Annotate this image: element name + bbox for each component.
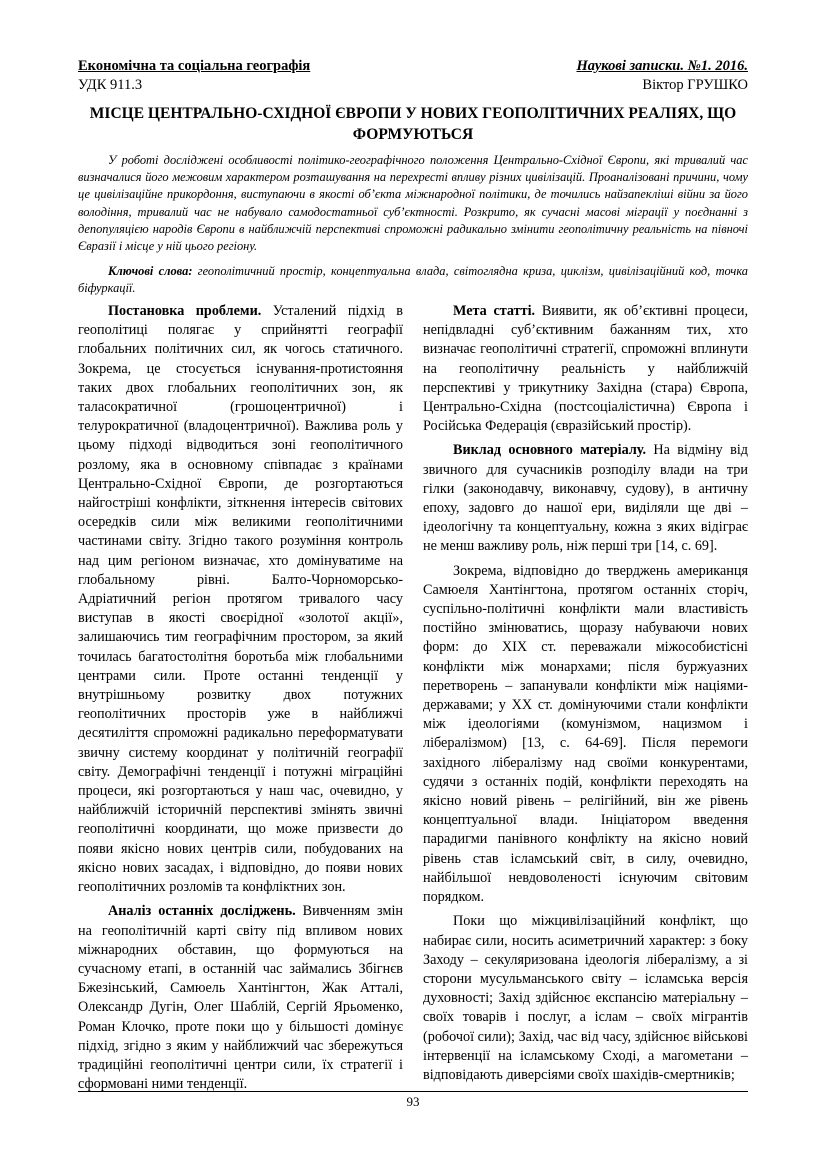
paragraph-heading: Виклад основного матеріалу.: [453, 442, 646, 459]
keywords: [78, 263, 748, 297]
paragraph-text: Поки що міжцивілізаційний конфлікт, що набирає сили, носить асиметричний характер: з боку Заходу – секуляризована ідеологія лібералізму, а зі сторони мусульманського світу – ісламська версія духовності; Захід здійснює експансію матеріальну – своїх товарів і послуг, а іслам – своїх мігрантів (робочої сили); Захід, час від часу, здійснює військові інтервенції на ісламському Сході, а магометани – відповідають диверсіями своїх шахідів-смертників;: [423, 913, 748, 1083]
paragraph-huntington: [423, 562, 748, 908]
left-column: [78, 302, 403, 1099]
paragraph-text: Виявити, як об’єктивні процеси, непідвладні суб’єктивним бажанням тих, хто визначає геополітичні стратегії, спроможні вплинути на геополітичну реальність у найближчій перспективі у трикутнику Західна (стара) Європа, Центрально-Східна (постсоціалістична) Європа і Російська Федерація (євразійський простір).: [423, 303, 748, 435]
footer-rule: [78, 1091, 748, 1092]
paragraph-text: Усталений підхід в геополітиці полягає у сприйнятті географії глобальних політичних сил, як чогось статичного. Зокрема, це стосується існування-протистояння таких двох глобальних геополітичних зон, як таласократичної (грошоцентричної) і телурократичної (владоцентричної). Важлива роль у цьому підході відводиться зоні геополітичного розлому, яка в основному співпадає з країнами Центрально-Східної Європи, де розгортаються найгостріші конфлікти, зіткнення інтересів світових осередків сили між великими геополітичними частинами світу. Згідно такого розуміння контроль над цим регіоном визначає, хто домінуватиме на глобальному рівні. Балто-Чорноморсько-Адріатичний регіон протягом тривалого часу виступав в якості своєрідної «золотої акції», залишаючись тим географічним простором, за який точилась багатостолітня боротьба між глобальними центрами сили. Проте останні тенденції у внутрішньому розвитку двох потужних геополітичних просторів уже в найближчі десятиліття спроможні радикально переформатувати звичну систему координат у політичній географії світу. Демографічні тенденції і потужні міграційні процеси, які розгортаються у наш час, очевидно, у найближчій історичній перспективі змінять звичні геополітичні координати, що може призвести до появи якісно нових центрів сили, побудованих на якісно нових засадах, і відповідно, до появи нових геополітичних розломів та конфліктних зон.: [78, 303, 403, 896]
keywords-label: Ключові слова:: [108, 264, 193, 278]
paragraph-problem: [78, 302, 403, 897]
udc-author-line: [78, 77, 748, 94]
running-header: [78, 58, 748, 75]
paragraph-aim: [423, 302, 748, 436]
journal-section: Економічна та соціальна географія: [78, 58, 311, 74]
paragraph-text: Зокрема, відповідно до тверджень американця Самюеля Хантінгтона, протягом останніх сторіч, суспільно-політичні конфлікти мали властивість постійно змінюватись, щоразу набуваючи нових форм: до XIX ст. переважали міжособистісні конфлікти між монархами; після буржуазних перетворень – запанували конфлікти між націями-державами; у XX ст. домінуючими стали конфлікти між ідеологіями (комунізмом, нацизмом і лібералізмом) [13, с. 64-69]. Після перемоги західного лібералізму над своїми конкурентами, судячи з останніх подій, конфлікти переходять на якісно новий рівень – релігійний, він же рівень концептуальної влади. Ініціатором введення парадигми панівного конфлікту на якісно новий рівень став ісламський світ, в силу, очевидно, найбільшої невдоволеності існуючим світовим порядком.: [423, 562, 748, 906]
udc-code: УДК 911.3: [78, 77, 143, 93]
keywords-text: геополітичний простір, концептуальна влада, світоглядна криза, циклізм, цивілізаційний код, точка біфуркації.: [78, 264, 748, 296]
paragraph-recent-research: [78, 902, 403, 1094]
right-column: [423, 302, 748, 1090]
paragraph-main-material: [423, 441, 748, 556]
abstract: У роботі досліджені особливості політико-географічного положення Центрально-Східної Європи, які тривалий час визначалися його межовим характером розташування на перехресті впливу різних цивілізацій. Проаналізовані причини, чому це цивілізаційне прикордоння, виступаючи в якості об’єкта міжнародної політики, де точились найзапекліші війни за його володіння, тривалий час не набувало самодостатньої суб’єктності. Розкрито, як сучасні масові міграції у поєднанні з депопуляцією народів Європи в найближчій перспективі спроможні радикально змінити геополітичну реальність на півночі Євразії і місце у ній цього регіону.: [78, 153, 748, 254]
paragraph-heading: Аналіз останніх досліджень.: [108, 903, 296, 920]
paragraph-text: На відміну від звичного для сучасників розподілу влади на три гілки (законодавчу, виконавчу, судову), в античну епоху, задовго до нашої ери, виділяли ще дві – ідеологічну та концептуальну, кожна з яких відіграє не менш важливу роль, ніж перші три [14, с. 69].: [423, 442, 748, 555]
page-number: 93: [406, 1094, 420, 1109]
paragraph-heading: Постановка проблеми.: [108, 303, 262, 319]
paragraph-text: Вивченням змін на геополітичній карті світу під впливом нових міжнародних обставин, що формуються на сучасному етапі, в останній час займались Збігнєв Бжезінський, Самюель Хантінгтон, Жак Атталі, Олександр Дугін, Олег Шаблій, Сергій Ярьоменко, Роман Клочко, проте поки що у більшості домінує підхід, згідно з яким у найближчий час збережуться традиційні геополітичні центри сили, їх стратегії і сформовані ними тенденції.: [78, 903, 403, 1093]
author-name: Віктор ГРУШКО: [642, 77, 748, 93]
article-title: МІСЦЕ ЦЕНТРАЛЬНО-СХІДНОЇ ЄВРОПИ У НОВИХ ГЕОПОЛІТИЧНИХ РЕАЛІЯХ, ЩО ФОРМУЮТЬСЯ: [89, 105, 737, 143]
paragraph-asymmetric-conflict: [423, 912, 748, 1085]
journal-issue: Наукові записки. №1. 2016.: [576, 58, 748, 74]
paragraph-heading: Мета статті.: [453, 303, 536, 319]
